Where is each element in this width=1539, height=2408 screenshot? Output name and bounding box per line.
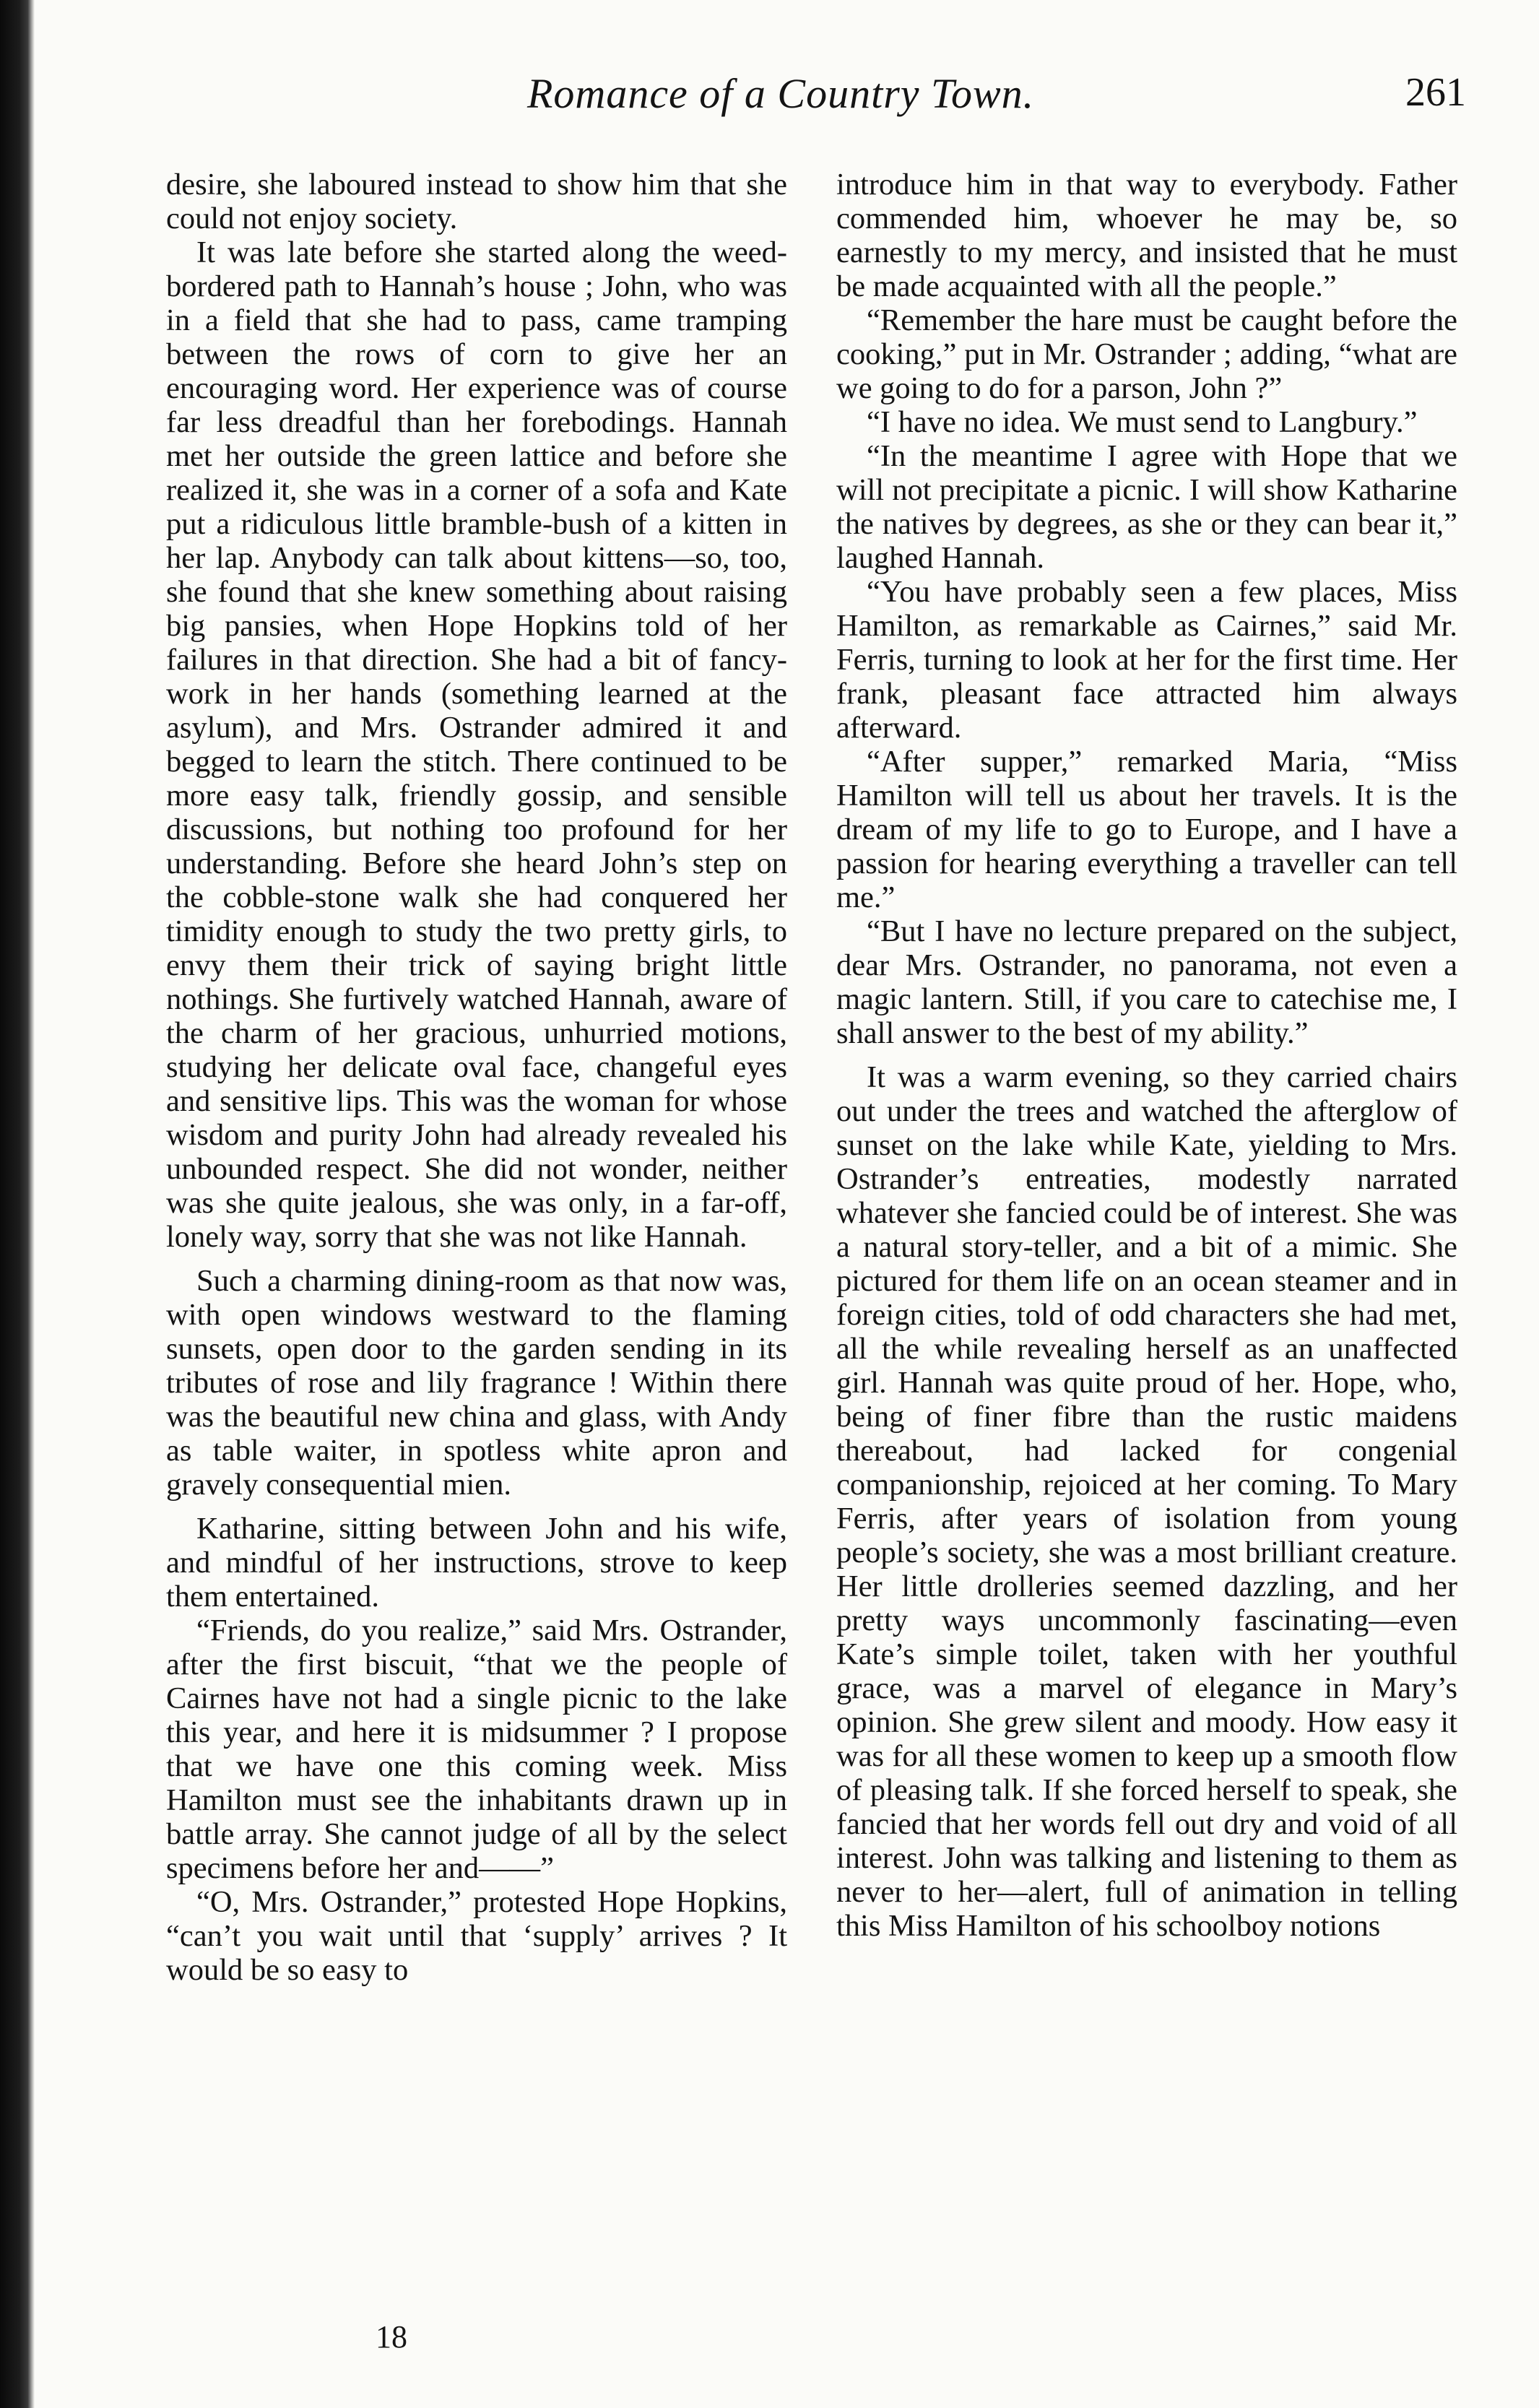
paragraph: “O, Mrs. Ostrander,” protested Hope Hopkins, “can’t you wait until that ‘supply’ arrives ? It would be so easy to <box>166 1885 787 1987</box>
signature-mark: 18 <box>376 2319 407 2355</box>
paragraph: desire, she laboured instead to show him that she could not enjoy society. <box>166 168 787 235</box>
paragraph: introduce him in that way to everybody. Father commended him, whoever he may be, so earnestly to my mercy, and insisted that he must be made acquainted with all the people.” <box>836 168 1457 303</box>
page-number: 261 <box>1405 70 1466 115</box>
left-text-column <box>166 168 787 1987</box>
page-header <box>166 69 1466 134</box>
paragraph: “You have probably seen a few places, Miss Hamilton, as remarkable as Cairnes,” said Mr. Ferris, turning to look at her for the first time. Her frank, pleasant face attracted him always afterward. <box>836 575 1457 745</box>
paragraph: Such a charming dining-room as that now was, with open windows westward to the flaming sunsets, open door to the garden sending in its tributes of rose and lily fragrance ! Within there was the beautiful new china and glass, with Andy as table waiter, in spotless white apron and gravely consequential mien. <box>166 1264 787 1502</box>
running-title: Romance of a Country Town. <box>527 70 1035 117</box>
page-binding-edge <box>0 0 35 2408</box>
paragraph: “After supper,” remarked Maria, “Miss Hamilton will tell us about her travels. It is the dream of my life to go to Europe, and I have a passion for hearing everything a traveller can tell me.” <box>836 745 1457 914</box>
paragraph: “Friends, do you realize,” said Mrs. Ostrander, after the first biscuit, “that we the people of Cairnes have not had a single picnic to the lake this year, and here it is midsummer ? I propose that we have one this coming week. Miss Hamilton must see the inhabitants drawn up in battle array. She cannot judge of all by the select specimens before her and——” <box>166 1614 787 1885</box>
paragraph: It was a warm evening, so they carried chairs out under the trees and watched the afterglow of sunset on the lake while Kate, yielding to Mrs. Ostrander’s entreaties, modestly narrated whatever she fancied could be of interest. She was a natural story-teller, and a bit of a mimic. She pictured for them life on an ocean steamer and in foreign cities, told of odd characters she had met, all the while revealing herself as an unaffected girl. Hannah was quite proud of her. Hope, who, being of finer fibre than the rustic maidens thereabout, had lacked for congenial companionship, rejoiced at her coming. To Mary Ferris, after years of isolation from young people’s society, she was a most brilliant creature. Her little drolleries seemed dazzling, and her pretty ways uncommonly fascinating—even Kate’s simple toilet, taken with her youthful grace, was a marvel of elegance in Mary’s opinion. She grew silent and moody. How easy it was for all these women to keep up a smooth flow of pleasing talk. If she forced herself to speak, she fancied that her words fell out dry and void of all interest. John was talking and listening to them as never to her—alert, full of animation in telling this Miss Hamilton of his schoolboy notions <box>836 1060 1457 1943</box>
paragraph: “Remember the hare must be caught before the cooking,” put in Mr. Ostrander ; adding, “what are we going to do for a parson, John ?” <box>836 303 1457 405</box>
paragraph: “I have no idea. We must send to Langbury.” <box>867 405 1418 439</box>
paragraph: “But I have no lecture prepared on the subject, dear Mrs. Ostrander, no panorama, not even a magic lantern. Still, if you care to catechise me, I shall answer to the best of my ability.” <box>836 914 1457 1050</box>
paragraph: “In the meantime I agree with Hope that we will not precipitate a picnic. I will show Katharine the natives by degrees, as she or they can bear it,” laughed Hannah. <box>836 439 1457 575</box>
right-text-column <box>836 168 1457 1943</box>
paragraph: It was late before she started along the weed-bordered path to Hannah’s house ; John, who was in a field that she had to pass, came tramping between the rows of corn to give her an encouraging word. Her experience was of course far less dreadful than her forebodings. Hannah met her outside the green lattice and before she realized it, she was in a corner of a sofa and Kate put a ridiculous little bramble-bush of a kitten in her lap. Anybody can talk about kittens—so, too, she found that she knew something about raising big pansies, when Hope Hopkins told of her failures in that direction. She had a bit of fancy-work in her hands (something learned at the asylum), and Mrs. Ostrander admired it and begged to learn the stitch. There continued to be more easy talk, friendly gossip, and sensible discussions, but nothing too profound for her understanding. Before she heard John’s step on the cobble-stone walk she had conquered her timidity enough to study the two pretty girls, to envy them their trick of saying bright little nothings. She furtively watched Hannah, aware of the charm of her gracious, unhurried motions, studying her delicate oval face, changeful eyes and sensitive lips. This was the woman for whose wisdom and purity John had already revealed his unbounded respect. She did not wonder, neither was she quite jealous, she was only, in a far-off, lonely way, sorry that she was not like Hannah. <box>166 235 787 1254</box>
paragraph: Katharine, sitting between John and his wife, and mindful of her instructions, strove to keep them entertained. <box>166 1512 787 1614</box>
